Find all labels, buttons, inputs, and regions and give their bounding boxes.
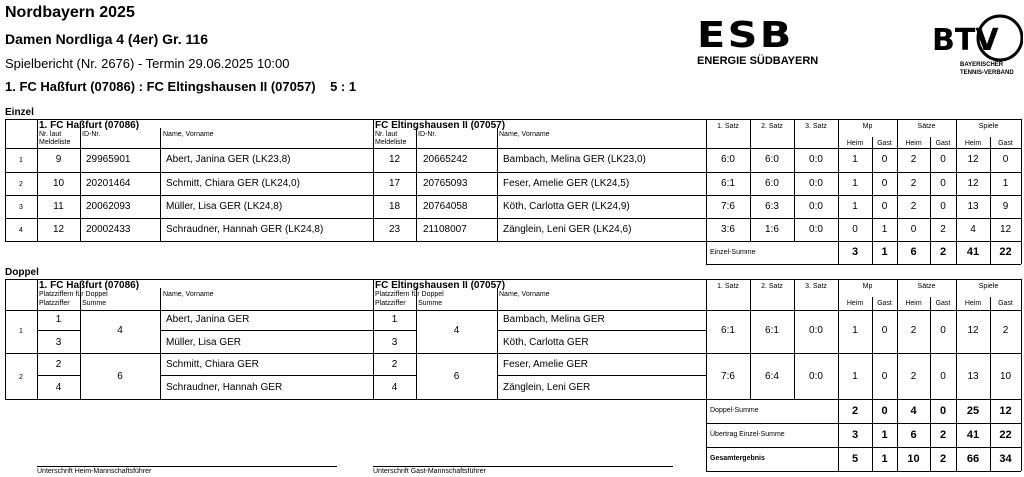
einzel-col-satz1: 1. Satz xyxy=(717,123,739,130)
doppel-sum-label: Doppel-Summe xyxy=(710,407,759,414)
satz3-score: 0:0 xyxy=(809,154,823,165)
sum-saetze-heim: 6 xyxy=(910,246,917,258)
match-result: 1. FC Haßfurt (07086) : FC Eltingshausen II (07057) 5 : 1 xyxy=(5,79,357,94)
einzel-col-nr-guest-line1: Nr. laut xyxy=(375,131,398,138)
row-number: 2 xyxy=(19,181,23,188)
einzel-col-nr xyxy=(39,131,71,147)
sum-spiele-heim: 41 xyxy=(966,246,980,258)
doppel-section-title: Doppel xyxy=(5,267,39,278)
doppel-col-saetze: Sätze xyxy=(917,283,936,290)
sum-mp-gast: 0 xyxy=(881,405,888,417)
einzel-col-saetze: Sätze xyxy=(917,123,936,130)
doppel-col-name-guest: Name, Vorname xyxy=(499,291,550,298)
guest-sum: 4 xyxy=(453,325,460,336)
carry-mp-gast: 1 xyxy=(881,429,888,441)
home-sum: 4 xyxy=(117,325,123,336)
sum-saetze-gast: 2 xyxy=(939,246,947,258)
saetze-heim: 0 xyxy=(910,224,917,235)
mp-heim: 1 xyxy=(852,325,858,336)
home-sum: 6 xyxy=(117,371,123,382)
doppel-col-gast2: Gast xyxy=(935,300,951,307)
spiele-gast: 0 xyxy=(1002,154,1009,165)
guest-player-1: Feser, Amelie GER xyxy=(503,359,589,370)
satz3-score: 0:0 xyxy=(809,224,823,235)
home-nr: 11 xyxy=(53,201,64,212)
einzel-col-nr-line2: Meldeliste xyxy=(39,139,71,146)
doppel-home-team: 1. FC Haßfurt (07086) xyxy=(39,280,140,291)
saetze-gast: 0 xyxy=(940,371,946,382)
einzel-home-team: 1. FC Haßfurt (07086) xyxy=(39,120,140,131)
satz2-score: 1:6 xyxy=(765,224,779,235)
total-mp-gast: 1 xyxy=(881,453,888,465)
home-platz-2: 4 xyxy=(55,382,62,393)
doppel-col-gast3: Gast xyxy=(998,300,1013,307)
einzel-section-title: Einzel xyxy=(5,107,34,118)
guest-player: Zänglein, Leni GER (LK24,6) xyxy=(503,224,632,235)
doppel-col-heim2: Heim xyxy=(905,300,922,307)
guest-player-2: Köth, Carlotta GER xyxy=(503,337,589,348)
guest-nr: 18 xyxy=(388,201,401,212)
sum-spiele-gast: 12 xyxy=(999,405,1012,417)
total-label: Gesamtergebnis xyxy=(710,455,765,462)
satz2-score: 6:4 xyxy=(765,371,779,382)
satz2-score: 6:1 xyxy=(765,325,779,336)
total-saetze-heim: 10 xyxy=(907,453,920,465)
mp-gast: 1 xyxy=(881,224,888,235)
doppel-col-platzziffern: Platzziffern für Doppel xyxy=(39,291,108,298)
guest-platz-1: 1 xyxy=(391,314,398,325)
guest-nr: 12 xyxy=(388,154,401,165)
saetze-heim: 2 xyxy=(910,371,917,382)
doppel-col-platzziffer-guest: Platzziffer xyxy=(375,300,406,307)
home-platz-1: 2 xyxy=(55,359,62,370)
guest-platz-1: 2 xyxy=(391,359,398,370)
saetze-gast: 0 xyxy=(940,201,946,212)
row-number: 2 xyxy=(19,374,23,381)
signature-home: Unterschrift Heim-Mannschaftsführer xyxy=(37,468,152,475)
satz1-score: 6:0 xyxy=(721,154,735,165)
mp-heim: 0 xyxy=(852,224,858,235)
guest-platz-2: 3 xyxy=(391,337,398,348)
guest-sum: 6 xyxy=(453,371,460,382)
btv-logo-sub2: TENNIS-VERBAND xyxy=(960,70,1014,76)
guest-player-2: Zänglein, Leni GER xyxy=(503,382,591,393)
spiele-heim: 12 xyxy=(967,178,979,189)
satz2-score: 6:0 xyxy=(765,154,779,165)
guest-platz-2: 4 xyxy=(391,382,398,393)
doppel-col-satz1: 1. Satz xyxy=(717,283,739,290)
total-saetze-gast: 2 xyxy=(939,453,947,465)
carry-mp-heim: 3 xyxy=(851,429,859,441)
total-spiele-gast: 34 xyxy=(999,453,1012,465)
doppel-guest-team: FC Eltingshausen II (07057) xyxy=(375,280,506,291)
row-number: 1 xyxy=(19,328,23,335)
sum-spiele-gast: 22 xyxy=(999,246,1012,258)
guest-player: Feser, Amelie GER (LK24,5) xyxy=(503,178,630,189)
doppel-col-heim3: Heim xyxy=(964,300,982,307)
satz3-score: 0:0 xyxy=(809,371,823,382)
home-platz-1: 1 xyxy=(55,314,62,325)
signature-guest: Unterschrift Gast-Mannschaftsführer xyxy=(373,468,486,475)
home-player-2: Müller, Lisa GER xyxy=(166,337,242,348)
home-player: Müller, Lisa GER (LK24,8) xyxy=(166,201,283,212)
satz1-score: 6:1 xyxy=(721,178,735,189)
einzel-guest-team: FC Eltingshausen II (07057) xyxy=(375,120,506,131)
einzel-col-id-guest: ID-Nr. xyxy=(418,131,437,138)
carry-sum-label: Übertrag Einzel-Summe xyxy=(710,431,785,438)
row-number: 3 xyxy=(19,204,23,211)
einzel-col-nr-line1: Nr. laut xyxy=(39,131,62,138)
sum-mp-heim: 2 xyxy=(851,405,859,417)
total-spiele-heim: 66 xyxy=(966,453,980,465)
home-nr: 9 xyxy=(55,154,62,165)
carry-spiele-heim: 41 xyxy=(966,429,980,441)
league-title: Damen Nordliga 4 (4er) Gr. 116 xyxy=(5,31,209,47)
doppel-col-spiele: Spiele xyxy=(978,283,999,290)
spiele-gast: 12 xyxy=(999,224,1012,235)
satz1-score: 7:6 xyxy=(721,201,735,212)
saetze-heim: 2 xyxy=(910,178,917,189)
einzel-col-gast3: Gast xyxy=(998,140,1013,147)
mp-heim: 1 xyxy=(852,178,858,189)
einzel-col-nr-guest xyxy=(375,131,407,147)
btv-logo-mark xyxy=(928,8,1023,63)
doppel-col-gast: Gast xyxy=(877,300,892,307)
mp-gast: 0 xyxy=(881,325,888,336)
saetze-heim: 2 xyxy=(910,154,917,165)
home-nr: 12 xyxy=(52,224,65,235)
esb-logo-subtitle: ENERGIE SÜDBAYERN xyxy=(697,55,819,67)
doppel-col-name: Name, Vorname xyxy=(163,291,214,298)
guest-id: 21108007 xyxy=(423,224,467,235)
doppel-col-summe-guest: Summe xyxy=(418,300,443,307)
saetze-heim: 2 xyxy=(910,201,917,212)
guest-player: Bambach, Melina GER (LK23,0) xyxy=(503,154,646,165)
doppel-col-heim: Heim xyxy=(846,300,864,307)
esb-logo-text: ESB xyxy=(697,15,794,56)
saetze-gast: 2 xyxy=(940,224,946,235)
home-player-2: Schraudner, Hannah GER xyxy=(166,382,283,393)
home-player: Schmitt, Chiara GER (LK24,0) xyxy=(166,178,300,189)
spiele-heim: 12 xyxy=(967,154,979,165)
row-number: 1 xyxy=(19,157,23,164)
einzel-col-gast2: Gast xyxy=(935,140,951,147)
saetze-gast: 0 xyxy=(940,325,946,336)
satz1-score: 3:6 xyxy=(721,224,735,235)
doppel-col-summe: Summe xyxy=(82,300,107,307)
signature-line-home xyxy=(37,466,337,467)
home-player: Schraudner, Hannah GER (LK24,8) xyxy=(166,224,324,235)
btv-logo xyxy=(928,8,1023,80)
sum-spiele-heim: 25 xyxy=(966,405,980,417)
guest-player-1: Bambach, Melina GER xyxy=(503,314,605,325)
saetze-gast: 0 xyxy=(940,178,946,189)
mp-heim: 1 xyxy=(852,154,858,165)
guest-player: Köth, Carlotta GER (LK24,9) xyxy=(503,201,630,212)
doppel-col-platzziffern-guest: Platzziffern für Doppel xyxy=(375,291,444,298)
total-mp-heim: 5 xyxy=(851,453,859,465)
carry-spiele-gast: 22 xyxy=(999,429,1012,441)
home-id: 29965901 xyxy=(86,154,131,165)
einzel-col-satz2: 2. Satz xyxy=(761,123,783,130)
einzel-col-heim: Heim xyxy=(846,140,864,147)
einzel-col-satz3: 3. Satz xyxy=(805,123,827,130)
mp-gast: 0 xyxy=(881,178,888,189)
doppel-col-satz3: 3. Satz xyxy=(805,283,827,290)
home-player: Abert, Janina GER (LK23,8) xyxy=(166,154,291,165)
guest-nr: 23 xyxy=(388,224,401,235)
einzel-col-id: ID-Nr. xyxy=(82,131,101,138)
satz2-score: 6:0 xyxy=(765,178,779,189)
einzel-col-mp: Mp xyxy=(862,123,873,130)
spiele-gast: 2 xyxy=(1002,325,1009,336)
mp-gast: 0 xyxy=(881,154,888,165)
report-info: Spielbericht (Nr. 2676) - Termin 29.06.2025 10:00 xyxy=(5,56,290,71)
spiele-gast: 9 xyxy=(1002,201,1009,212)
doppel-col-platzziffer: Platzziffer xyxy=(39,300,70,307)
satz3-score: 0:0 xyxy=(809,201,823,212)
home-id: 20002433 xyxy=(86,224,131,235)
einzel-col-name-guest: Name, Vorname xyxy=(499,131,550,138)
btv-logo-text: BTV xyxy=(932,23,999,58)
spiele-heim: 12 xyxy=(967,325,979,336)
einzel-col-nr-guest-line2: Meldeliste xyxy=(375,139,407,146)
mp-heim: 1 xyxy=(852,201,858,212)
saetze-heim: 2 xyxy=(910,325,917,336)
doppel-col-satz2: 2. Satz xyxy=(761,283,783,290)
spiele-heim: 13 xyxy=(967,371,979,382)
satz2-score: 6:3 xyxy=(765,201,779,212)
sum-mp-heim: 3 xyxy=(851,246,859,258)
doppel-col-mp: Mp xyxy=(862,283,873,290)
home-id: 20201464 xyxy=(86,178,131,189)
btv-logo-sub1: BAYERISCHER xyxy=(960,62,1004,68)
satz1-score: 7:6 xyxy=(721,371,735,382)
guest-id: 20764058 xyxy=(423,201,468,212)
page-title: Nordbayern 2025 xyxy=(5,4,135,21)
einzel-col-gast: Gast xyxy=(877,140,892,147)
einzel-col-spiele: Spiele xyxy=(978,123,999,130)
signature-line-guest xyxy=(373,466,673,467)
home-platz-2: 3 xyxy=(55,337,62,348)
sum-saetze-gast: 0 xyxy=(939,405,947,417)
mp-heim: 1 xyxy=(852,371,858,382)
spiele-heim: 13 xyxy=(967,201,979,212)
einzel-sum-label: Einzel-Summe xyxy=(710,249,756,256)
carry-saetze-heim: 6 xyxy=(910,429,917,441)
satz3-score: 0:0 xyxy=(809,178,823,189)
saetze-gast: 0 xyxy=(940,154,946,165)
satz3-score: 0:0 xyxy=(809,325,823,336)
sum-mp-gast: 1 xyxy=(881,246,888,258)
carry-saetze-gast: 2 xyxy=(939,429,947,441)
einzel-col-name: Name, Vorname xyxy=(163,131,214,138)
home-player-1: Schmitt, Chiara GER xyxy=(166,359,259,370)
guest-nr: 17 xyxy=(388,178,401,189)
spiele-gast: 1 xyxy=(1002,178,1009,189)
row-number: 4 xyxy=(19,227,23,234)
einzel-col-heim3: Heim xyxy=(964,140,982,147)
guest-id: 20765093 xyxy=(423,178,468,189)
guest-id: 20665242 xyxy=(423,154,468,165)
home-id: 20062093 xyxy=(86,201,131,212)
mp-gast: 0 xyxy=(881,371,888,382)
home-player-1: Abert, Janina GER xyxy=(166,314,250,325)
mp-gast: 0 xyxy=(881,201,888,212)
satz1-score: 6:1 xyxy=(721,325,735,336)
sum-saetze-heim: 4 xyxy=(910,405,917,417)
spiele-heim: 4 xyxy=(970,224,976,235)
home-nr: 10 xyxy=(52,178,65,189)
esb-logo xyxy=(697,15,819,67)
einzel-col-heim2: Heim xyxy=(905,140,922,147)
spiele-gast: 10 xyxy=(999,371,1012,382)
